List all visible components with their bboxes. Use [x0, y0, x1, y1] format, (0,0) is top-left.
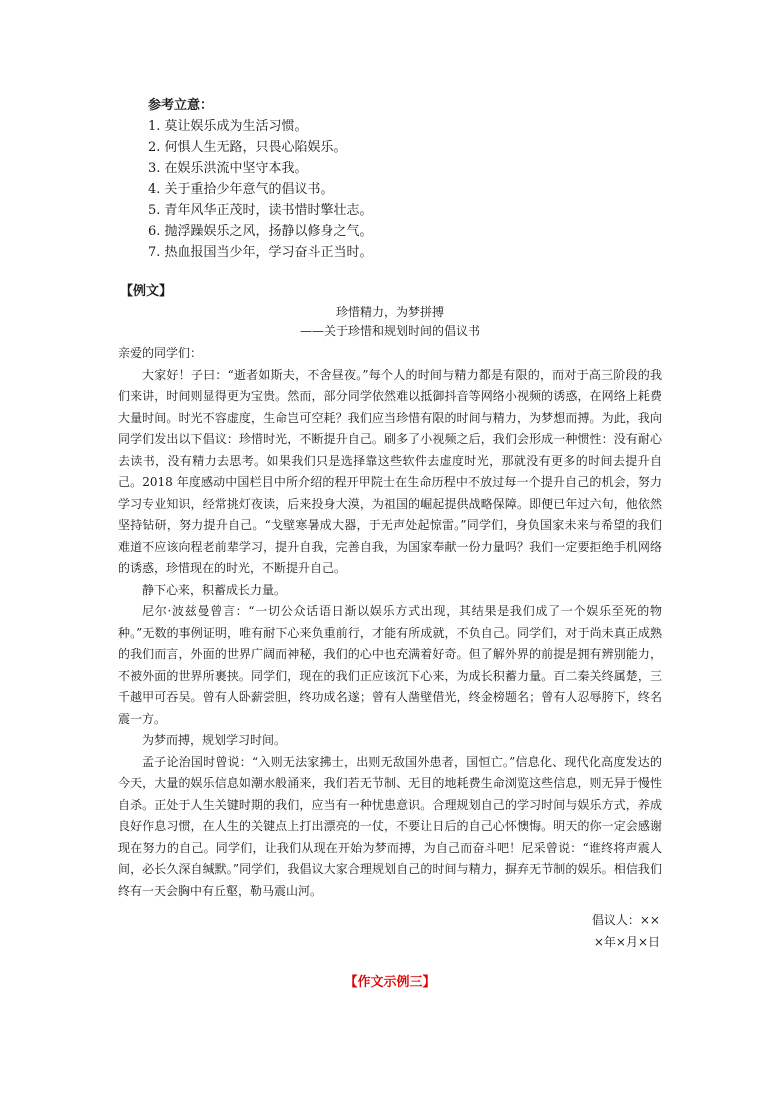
signature-proposer: 倡议人：××: [591, 913, 660, 927]
next-section-heading: 【作文示例三】: [344, 975, 436, 990]
signature-date: ×年×月×日: [593, 935, 660, 949]
essay-salutation: 亲爱的同学们：: [118, 346, 203, 360]
essay-subtitle: ——关于珍惜和规划时间的倡议书: [299, 324, 480, 338]
reference-list: [148, 116, 648, 263]
reference-item: 2. 何惧人生无路，只畏心陷娱乐。: [148, 140, 347, 155]
essay-paragraph: 尼尔·波兹曼曾言：“一切公众话语日渐以娱乐方式出现，其结果是我们成了一个娱乐至死的物种。”无数的事例证明，唯有耐下心来负重前行，才能有所成就，不负自己。同学们，对于尚未真正成熟的我们而言，外面的世界广阔而神秘，我们的心中也充满着好奇。但了解外界的前提是拥有辨别能力，不被外面的世界所裹挟。同学们，现在的我们正应该沉下心来，为成长积蓄力量。百二秦关终属楚，三千越甲可吞吴。曾有人卧薪尝胆，终功成名遂；曾有人凿壁借光，终金榜题名；曾有人忍辱胯下，终名震一方。: [118, 604, 662, 726]
essay-title: 珍惜精力，为梦拼搏: [335, 305, 444, 319]
essay-subheading: 为梦而搏，规划学习时间。: [142, 733, 287, 747]
reference-item: 4. 关于重拾少年意气的倡议书。: [148, 182, 334, 197]
essay-subheading: 静下心来，积蓄成长力量。: [142, 582, 287, 597]
reference-item: 3. 在娱乐洪流中坚守本我。: [148, 161, 308, 176]
essay-body: [118, 343, 662, 902]
reference-item: 5. 青年风华正茂时，读书惜时擎壮志。: [148, 203, 373, 218]
reference-heading: 参考立意：: [148, 98, 214, 113]
reference-item: 6. 抛浮躁娱乐之风，扬静以修身之气。: [148, 224, 373, 239]
reference-item: 1. 莫让娱乐成为生活习惯。: [148, 119, 308, 134]
essay-paragraph: 孟子论治国时曾说：“入则无法家拂士，出则无敌国外患者，国恒亡。”信息化、现代化高度发达的今天，大量的娱乐信息如潮水般涌来，我们若无节制、无目的地耗费生命浏览这些信息，则无异于慢性自杀。正处于人生关键时期的我们，应当有一种忧患意识。合理规划自己的学习时间与娱乐方式，养成良好作息习惯，在人生的关键点上打出漂亮的一仗，不要让日后的自己心怀懊悔。明天的你一定会感谢现在努力的自己。同学们，让我们从现在开始为梦而搏，为自己而奋斗吧！尼采曾说：“谁终将声震人间，必长久深自缄默。”同学们，我倡议大家合理规划自己的时间与精力，摒弃无节制的娱乐。相信我们终有一天会胸中有丘壑，勒马震山河。: [118, 754, 662, 898]
essay-paragraph: 大家好！子曰：“逝者如斯夫，不舍昼夜。”每个人的时间与精力都是有限的，而对于高三阶段的我们来讲，时间则显得更为宝贵。然而，部分同学依然难以抵御抖音等网络小视频的诱惑，在网络上耗费大量时间。时光不容虚度，生命岂可空耗？我们应当珍惜有限的时间与精力，为梦想而搏。为此，我向同学们发出以下倡议：珍惜时光，不断提升自己。刷多了小视频之后，我们会形成一种惯性：没有耐心去读书，没有精力去思考。如果我们只是选择靠这些软件去虚度时光，那就没有更多的时间去提升自己。2018 年度感动中国栏目中所介绍的程开甲院士在生命历程中不放过每一个提升自己的机会，努力学习专业知识，经常挑灯夜读，后来投身大漠，为祖国的崛起提供战略保障。即便已年过六旬，他依然坚持钻研，努力提升自己。“戈壁寒暑成大器，于无声处起惊雷。”同学们，身负国家未来与希望的我们难道不应该向程老前辈学习，提升自我，完善自我，为国家奉献一份力量吗？我们一定要拒绝手机网络的诱惑，珍惜现在的时光，不断提升自己。: [118, 367, 662, 575]
example-label: 【例文】: [120, 284, 173, 299]
reference-item: 7. 热血报国当少年，学习奋斗正当时。: [148, 245, 373, 260]
